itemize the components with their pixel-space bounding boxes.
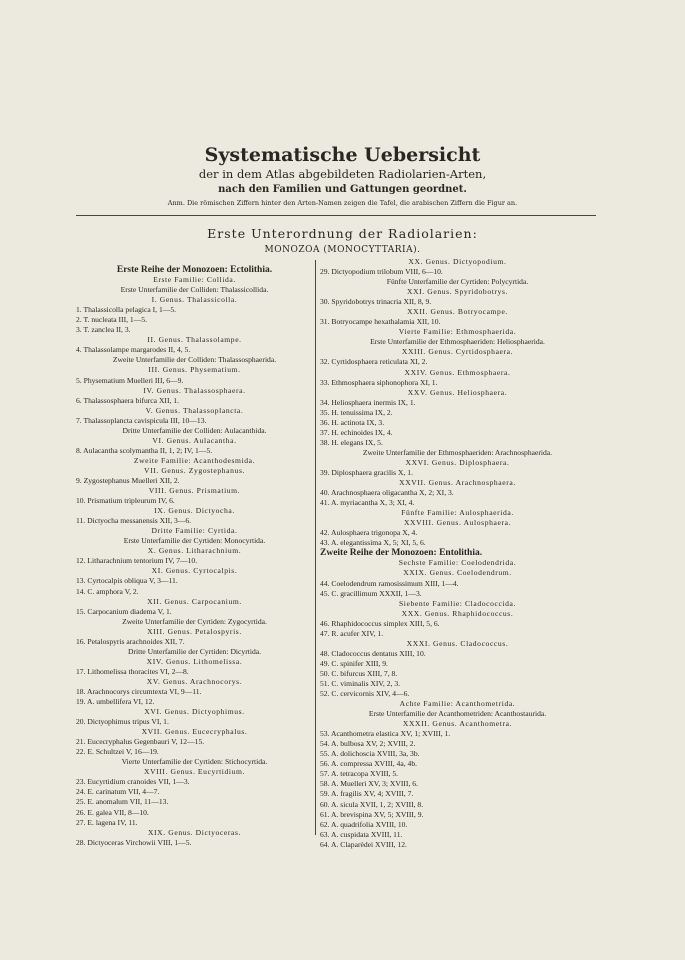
annotation-note: Anm. Die römischen Ziffern hinter den Arten-Namen zeigen die Tafel, die arabischen Ziffern die Figur an. (167, 199, 518, 207)
right-entry: XXX. Genus. Rhaphidococcus. (401, 608, 514, 618)
right-entry: Achte Familie: Acanthometrida. (399, 699, 516, 709)
left-entry: VI. Genus. Aulacantha. (152, 435, 237, 445)
left-entry: 22. E. Schultzei V, 16—19. (76, 747, 159, 757)
right-entry: 45. C. gracillimum XXXII, 1—3. (320, 588, 422, 598)
right-entry: 40. Arachnosphaera oligacantha X, 2; XI, 3. (320, 488, 454, 498)
left-entry: Vierte Unterfamilie der Cyrtiden: Stichocyrtida. (121, 757, 268, 767)
left-entry: 19. A. umbellifera VI, 12. (76, 697, 155, 707)
right-entry: 34. Heliosphaera inermis IX, 1. (320, 397, 416, 407)
left-entry: Dritte Unterfamilie der Colliden: Aulacanthida. (122, 425, 267, 435)
right-entry: XXV. Genus. Heliosphaera. (407, 387, 508, 397)
left-entry: 24. E. carinatum VII, 4—7. (76, 787, 160, 797)
right-entry: 38. H. elegans IX, 5. (320, 437, 383, 447)
left-entry: Erste Unterfamilie der Colliden: Thalassicollida. (120, 285, 269, 295)
left-entry: 11. Dictyocha messanensis XII, 3—6. (76, 516, 192, 526)
right-entry: 64. A. Claparèdei XVIII, 12. (320, 839, 407, 849)
left-entry: 10. Prismatium tripleurum IV, 6. (76, 496, 175, 506)
rule-top (76, 215, 596, 216)
right-entry: 51. C. viminalis XIV, 2, 3. (320, 678, 401, 688)
left-entry: 13. Cyrtocalpis obliqua V, 3—11. (76, 576, 178, 586)
left-entry: Erste Familie: Collida. (153, 275, 236, 285)
left-entry: 7. Thalassoplancta cavispicula III, 10—13. (76, 415, 207, 425)
subtitle: der in dem Atlas abgebildeten Radiolarien-Arten, (198, 167, 487, 181)
left-entry: 28. Dictyoceras Virchowii VIII, 1—5. (76, 837, 192, 847)
order-heading: Erste Unterordnung der Radiolarien: (207, 226, 478, 241)
left-entry: II. Genus. Thalassolampe. (147, 335, 242, 345)
right-entry: 52. C. cervicornis XIV, 4—6. (320, 689, 410, 699)
left-entry: Dritte Unterfamilie der Cyrtiden: Dicyrtida. (127, 646, 262, 656)
left-entry: 1. Thalassicolla pelagica I, 1—5. (76, 305, 177, 315)
left-entry: IX. Genus. Dictyocha. (154, 506, 235, 516)
right-entry: XXVII. Genus. Arachnosphaera. (399, 478, 516, 488)
left-entry: 6. Thalassosphaera bifurca XII, 1. (76, 395, 179, 405)
right-entry: Zweite Reihe der Monozoen: Entolithia. (320, 548, 483, 559)
right-entry: 48. Cladococcus dentatus XIII, 10. (320, 648, 426, 658)
left-entry: Zweite Unterfamilie der Cyrtiden: Zygocyrtida. (122, 616, 267, 626)
left-entry: X. Genus. Litharachnium. (147, 546, 242, 556)
right-entry: 32. Cyrtidosphaera reticulata XI, 2. (320, 357, 428, 367)
right-entry: 62. A. quadrifolia XVIII, 10. (320, 819, 408, 829)
subtitle-2: nach den Familien und Gattungen geordnet. (218, 184, 467, 195)
right-entry: Zweite Unterfamilie der Ethmosphaeriden: Arachnosphaerida. (362, 447, 553, 457)
column-divider (315, 260, 316, 835)
left-entry: XIV. Genus. Lithomelissa. (146, 656, 243, 666)
right-entry: XXI. Genus. Spyridobotrys. (406, 287, 509, 297)
left-entry: XVII. Genus. Eucecryphalus. (141, 727, 248, 737)
right-entry: 43. A. elegantissima X, 5; XI, 5, 6. (320, 538, 426, 548)
left-column (76, 265, 313, 848)
right-entry: Fünfte Familie: Aulosphaerida. (401, 508, 514, 518)
left-entry: III. Genus. Physematium. (148, 365, 241, 375)
left-entry: XV. Genus. Arachnocorys. (146, 676, 243, 686)
right-entry: Vierte Familie: Ethmosphaerida. (398, 327, 517, 337)
right-entry: 53. Acanthometra elastica XV, 1; XVIII, 1. (320, 729, 451, 739)
right-entry: XX. Genus. Dictyopodium. (408, 257, 507, 266)
left-entry: 8. Aulacantha scolymantha II, 1, 2; IV, 1—5. (76, 445, 213, 455)
left-entry: 27. E. lagena IV, 11. (76, 817, 138, 827)
left-entry: Zweite Familie: Acanthodesmida. (133, 455, 256, 465)
left-entry: V. Genus. Thalassoplancta. (145, 405, 244, 415)
right-entry: 33. Ethmosphaera siphonophora XI, 1. (320, 377, 438, 387)
left-entry: 17. Lithomelissa thoracites VI, 2—8. (76, 666, 189, 676)
right-entry: 61. A. brevispina XV, 5; XVIII, 9. (320, 809, 424, 819)
left-entry: XI. Genus. Cyrtocalpis. (151, 566, 238, 576)
left-entry: 9. Zygostephanus Muelleri XII, 2. (76, 475, 180, 485)
left-entry: Erste Reihe der Monozoen: Ectolithia. (116, 265, 273, 275)
right-entry: 57. A. tetracopa XVIII, 5. (320, 769, 399, 779)
left-entry: VII. Genus. Zygostephanus. (143, 465, 245, 475)
left-entry: 21. Eucecryphalus Gegenbauri V, 12—15. (76, 737, 205, 747)
left-entry: 14. C. amphora V, 2. (76, 586, 139, 596)
right-entry: 29. Dictyopodium trilobum VIII, 6—10. (320, 267, 443, 277)
left-entry: 4. Thalassolampe margarodes II, 4, 5. (76, 345, 191, 355)
right-entry: 42. Aulosphaera trigonopa X, 4. (320, 528, 418, 538)
right-entry: Siebente Familie: Cladococcida. (398, 598, 517, 608)
right-entry: XXXI. Genus. Cladococcus. (406, 638, 509, 648)
left-entry: 2. T. nucleata III, 1—5. (76, 315, 147, 325)
left-entry: XII. Genus. Carpocanium. (147, 596, 242, 606)
right-entry: XXVI. Genus. Diplosphaera. (405, 457, 510, 467)
left-entry: 3. T. zanclea II, 3. (76, 325, 131, 335)
monozoa-heading: MONOZOA (MONOCYTTARIA). (264, 245, 421, 255)
right-column (320, 257, 595, 850)
right-entry: 30. Spyridobotrys trinacria XII, 8, 9. (320, 297, 432, 307)
right-entry: XXXII. Genus. Acanthometra. (402, 719, 513, 729)
left-entry: 23. Eucyrtidium cranoides VII, 1—3. (76, 777, 190, 787)
right-entry: 59. A. fragilis XV, 4; XVIII, 7. (320, 789, 414, 799)
right-entry: 36. H. actinota IX, 3. (320, 417, 385, 427)
right-entry: XXII. Genus. Botryocampe. (407, 307, 508, 317)
right-entry: Sechste Familie: Coelodendrida. (398, 558, 517, 568)
left-entry: 12. Litharachnium tentorium IV, 7—10. (76, 556, 198, 566)
right-entry: 46. Rhaphidococcus simplex XIII, 5, 6. (320, 618, 440, 628)
right-entry: XXVIII. Genus. Aulosphaera. (403, 518, 512, 528)
right-entry: 49. C. spinifer XIII, 9. (320, 658, 388, 668)
right-entry: Fünfte Unterfamilie der Cyrtiden: Polycyrtida. (386, 277, 529, 287)
page-title: Systematische Uebersicht (204, 144, 481, 166)
left-entry: Dritte Familie: Cyrtida. (151, 526, 238, 536)
right-entry: 54. A. bulbosa XV, 2; XVIII, 2. (320, 739, 416, 749)
left-entry: Zweite Unterfamilie der Colliden: Thalassosphaerida. (112, 355, 277, 365)
left-entry: VIII. Genus. Prismatium. (148, 486, 241, 496)
right-entry: 50. C. bifurcus XIII, 7, 8. (320, 668, 398, 678)
right-entry: 56. A. compressa XVIII, 4a, 4b. (320, 759, 418, 769)
left-entry: XIX. Genus. Dictyoceras. (147, 827, 242, 837)
right-entry: Erste Unterfamilie der Acanthometriden: Acanthostaurida. (368, 709, 547, 719)
right-entry: 60. A. sicula XVII, 1, 2; XVIII, 8. (320, 799, 424, 809)
right-entry: 63. A. cuspidata XVIII, 11. (320, 829, 403, 839)
right-entry: Erste Unterfamilie der Ethmosphaeriden: Heliosphaerida. (370, 337, 545, 347)
right-entry: 37. H. echinoides IX, 4. (320, 427, 393, 437)
right-entry: 41. A. myriacantha X, 3; XI, 4. (320, 498, 415, 508)
right-entry: 58. A. Muelleri XV, 3; XVIII, 6. (320, 779, 418, 789)
left-entry: 26. E. galea VII, 8—10. (76, 807, 149, 817)
left-entry: 25. E. anomalum VII, 11—13. (76, 797, 169, 807)
left-entry: XIII. Genus. Petalospyris. (147, 626, 242, 636)
right-entry: XXIII. Genus. Cyrtidosphaera. (401, 347, 514, 357)
right-entry: 35. H. tenuissima IX, 2. (320, 407, 393, 417)
left-entry: IV. Genus. Thalassosphaera. (143, 385, 246, 395)
left-entry: XVI. Genus. Dictyophimus. (144, 707, 245, 717)
right-entry: 47. R. acufer XIV, 1. (320, 628, 384, 638)
left-entry: 16. Petalospyris arachnoides XII, 7. (76, 636, 185, 646)
left-entry: 5. Physematium Muelleri III, 6—9. (76, 375, 184, 385)
left-entry: Erste Unterfamilie der Cyrtiden: Monocyrtida. (123, 536, 266, 546)
left-entry: XVIII. Genus. Eucyrtidium. (143, 767, 245, 777)
left-entry: I. Genus. Thalassicolla. (151, 295, 238, 305)
right-entry: XXIV. Genus. Ethmosphaera. (404, 367, 511, 377)
right-entry: XXIX. Genus. Coelodendrum. (403, 568, 512, 578)
right-entry: 31. Botryocampe hexathalamia XII, 10. (320, 317, 441, 327)
left-entry: 18. Arachnocorys circumtexta VI, 9—11. (76, 686, 202, 696)
right-entry: 44. Coelodendrum ramosissimum XIII, 1—4. (320, 578, 459, 588)
right-entry: 55. A. dolichoscia XVIII, 3a, 3b. (320, 749, 420, 759)
left-entry: 20. Dictyophimus tripus VI, 1. (76, 717, 169, 727)
right-entry: 39. Diplosphaera gracilis X, 1. (320, 467, 414, 477)
left-entry: 15. Carpocanium diadema V, 1. (76, 606, 172, 616)
